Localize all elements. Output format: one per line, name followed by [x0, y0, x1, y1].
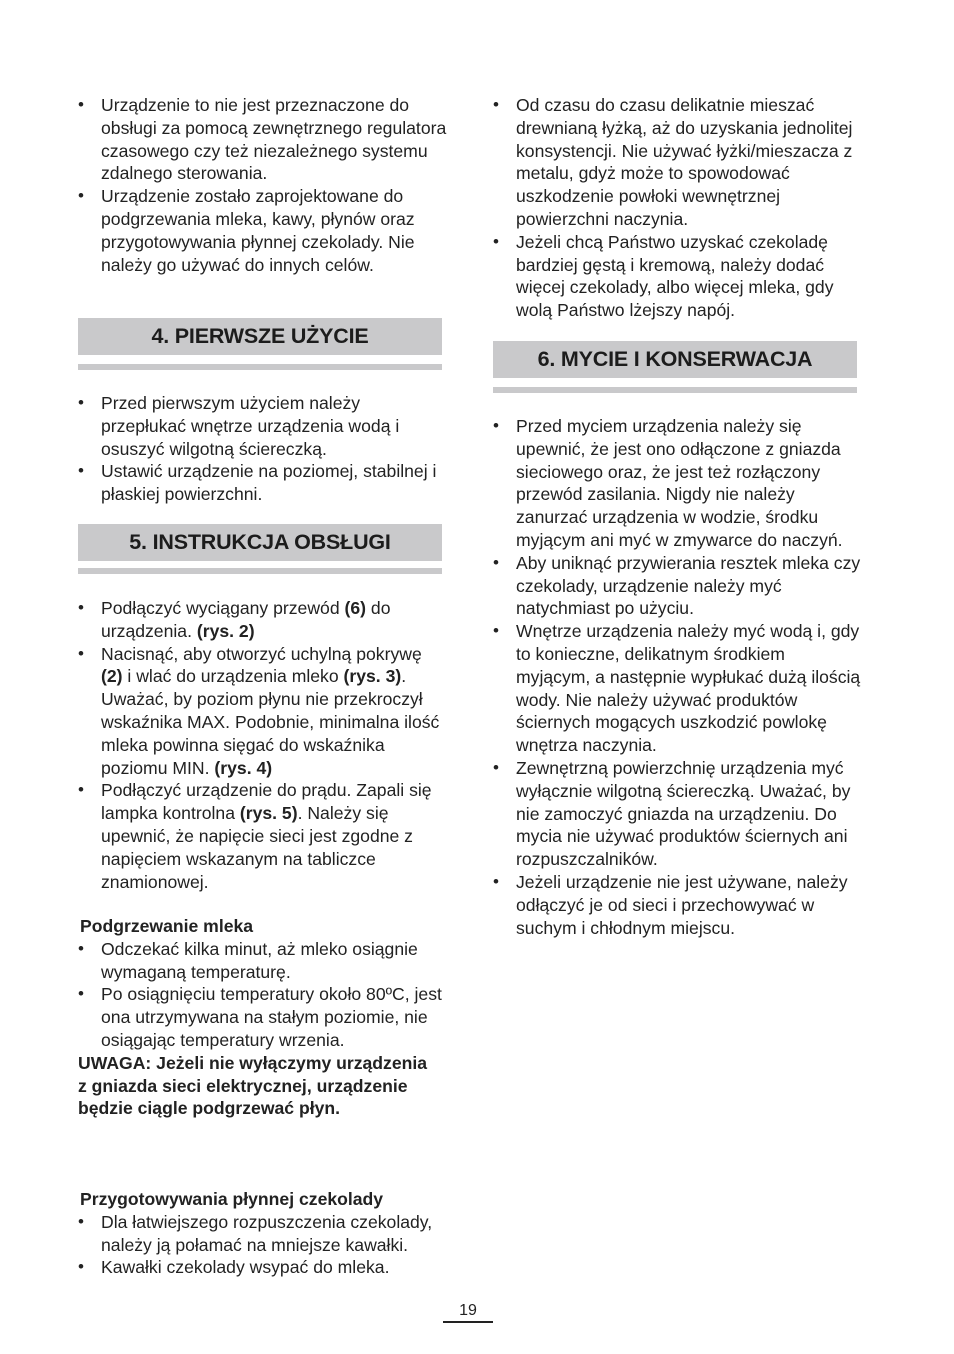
part-ref: (6): [344, 598, 367, 618]
list-item: [78, 779, 448, 893]
list-item: • Po osiągnięciu temperatury około 80ºC, jest ona utrzymywana na stałym poziomie, nie osiągając temperatury wrzenia.: [78, 983, 448, 1051]
step-text: . Należy się upewnić, że napięcie sieci jest zgodne z napięciem wskazanym na tabliczce znamionowej.: [101, 803, 413, 892]
section-4-bullet-list: [78, 392, 448, 506]
section-divider: [78, 364, 442, 370]
right-column: [493, 94, 863, 322]
section-6: [493, 341, 861, 939]
list-item: • Kawałki czekolady wsypać do mleka.: [78, 1256, 448, 1279]
list-item: • Odczekać kilka minut, aż mleko osiągnie wymaganą temperaturę.: [78, 938, 448, 984]
list-item: • Dla łatwiejszego rozpuszczenia czekolady, należy ją połamać na mniejsze kawałki.: [78, 1211, 448, 1257]
list-item: • Ustawić urządzenie na poziomej, stabilnej i płaskiej powierzchni.: [78, 460, 448, 506]
list-item: • Zewnętrzną powierzchnię urządzenia myć wyłącznie wilgotną ściereczką. Uważać, by nie zamoczyć gniazda na urządzeniu. Do mycia nie używać produktów ściernych ani rozpuszczalników.: [493, 757, 863, 871]
list-item: • Od czasu do czasu delikatnie mieszać drewnianą łyżką, aż do uzyskania jednolitej konsystencji. Nie używać łyżki/mieszacza z metalu, gdyż może to spowodować uszkodzenie powłoki wewnętrznej powierzchni naczynia.: [493, 94, 863, 231]
step-text: Podłączyć urządzenie do prądu. Zapali się lampka kontrolna: [101, 780, 432, 824]
chocolate-bullet-list: [78, 1211, 448, 1279]
list-item: • Przed myciem urządzenia należy się upewnić, że jest ono odłączone z gniazda sieciowego oraz, że jest też rozłączony przewód zasilania. Nigdy nie należy zanurzać urządzenia w wodzie, środku myjącym ani myć w zmywarce do naczyń.: [493, 415, 863, 552]
step-text: i wlać do urządzenia mleko: [122, 666, 344, 687]
intro-bullet-list: [78, 94, 448, 276]
section-4: [78, 318, 442, 506]
list-item: • Jeżeli chcą Państwo uzyskać czekoladę bardziej gęstą i kremową, należy dodać więcej czekolady, albo więcej mleka, gdy wolą Państwo lżejszy napój.: [493, 231, 863, 322]
list-item: • Przed pierwszym użyciem należy przepłukać wnętrze urządzenia wodą i osuszyć wilgotną ściereczką.: [78, 392, 448, 460]
step-text: Podłączyć wyciągany przewód: [101, 598, 345, 618]
list-item: • Jeżeli urządzenie nie jest używane, należy odłączyć je od sieci i przechowywać w suchym i chłodnym miejscu.: [493, 871, 863, 939]
section-divider: [78, 568, 442, 574]
figure-ref: (rys. 3): [343, 666, 402, 687]
list-item: • Wnętrze urządzenia należy myć wodą i, gdy to konieczne, delikatnym środkiem myjącym, a następnie wypłukać dużą ilością wody. Nie należy używać produktów ściernych mogących uszkodzić powlokę wnętrza naczynia.: [493, 620, 863, 757]
section-divider: [493, 387, 857, 393]
figure-ref: (rys. 4): [214, 757, 273, 778]
section-6-title: 6. MYCIE I KONSERWACJA: [493, 341, 857, 378]
section-5: [78, 524, 442, 893]
list-item: [78, 643, 448, 780]
list-item: • Aby uniknąć przywierania resztek mleka czy czekolady, urządzenie należy myć natychmiast po użyciu.: [493, 552, 863, 620]
figure-ref: (rys. 2): [196, 620, 255, 641]
step-text: Nacisnąć, aby otworzyć uchylną pokrywę: [101, 643, 422, 664]
part-ref: (2): [101, 666, 123, 687]
heating-bullet-list: [78, 938, 448, 1052]
heating-subsection: [78, 915, 448, 1120]
warning-note: UWAGA: Jeżeli nie wyłączymy urządzenia z gniazda sieci elektrycznej, urządzenie będzie ciągle podgrzewać płyn.: [78, 1052, 428, 1119]
list-item: [78, 597, 448, 643]
intro-bullet-list: [493, 94, 863, 322]
section-5-title: 5. INSTRUKCJA OBSŁUGI: [78, 524, 442, 561]
section-6-bullet-list: [493, 415, 863, 939]
list-item: • Urządzenie to nie jest przeznaczone do obsługi za pomocą zewnętrznego regulatora czasowego czy też niezależnego systemu zdalnego sterowania.: [78, 94, 448, 185]
heating-heading: Podgrzewanie mleka: [80, 916, 254, 936]
chocolate-subsection: [78, 1188, 448, 1279]
page-number: 19: [459, 1302, 477, 1319]
section-5-steps: [78, 597, 448, 893]
chocolate-heading: Przygotowywania płynnej czekolady: [80, 1189, 384, 1209]
step-text: . Uważać, by poziom płynu nie przekroczył wskaźnika MAX. Podobnie, minimalna ilość mleka powinna sięgać do wskaźnika poziomu MIN.: [101, 666, 440, 778]
section-4-title: 4. PIERWSZE UŻYCIE: [78, 318, 442, 355]
step-text: do urządzenia.: [101, 598, 391, 641]
list-item: • Urządzenie zostało zaprojektowane do podgrzewania mleka, kawy, płynów oraz przygotowywania płynnej czekolady. Nie należy go używać do innych celów.: [78, 185, 448, 276]
page-number-underline: [443, 1321, 493, 1323]
left-column: [78, 94, 448, 276]
figure-ref: (rys. 5): [239, 803, 298, 824]
